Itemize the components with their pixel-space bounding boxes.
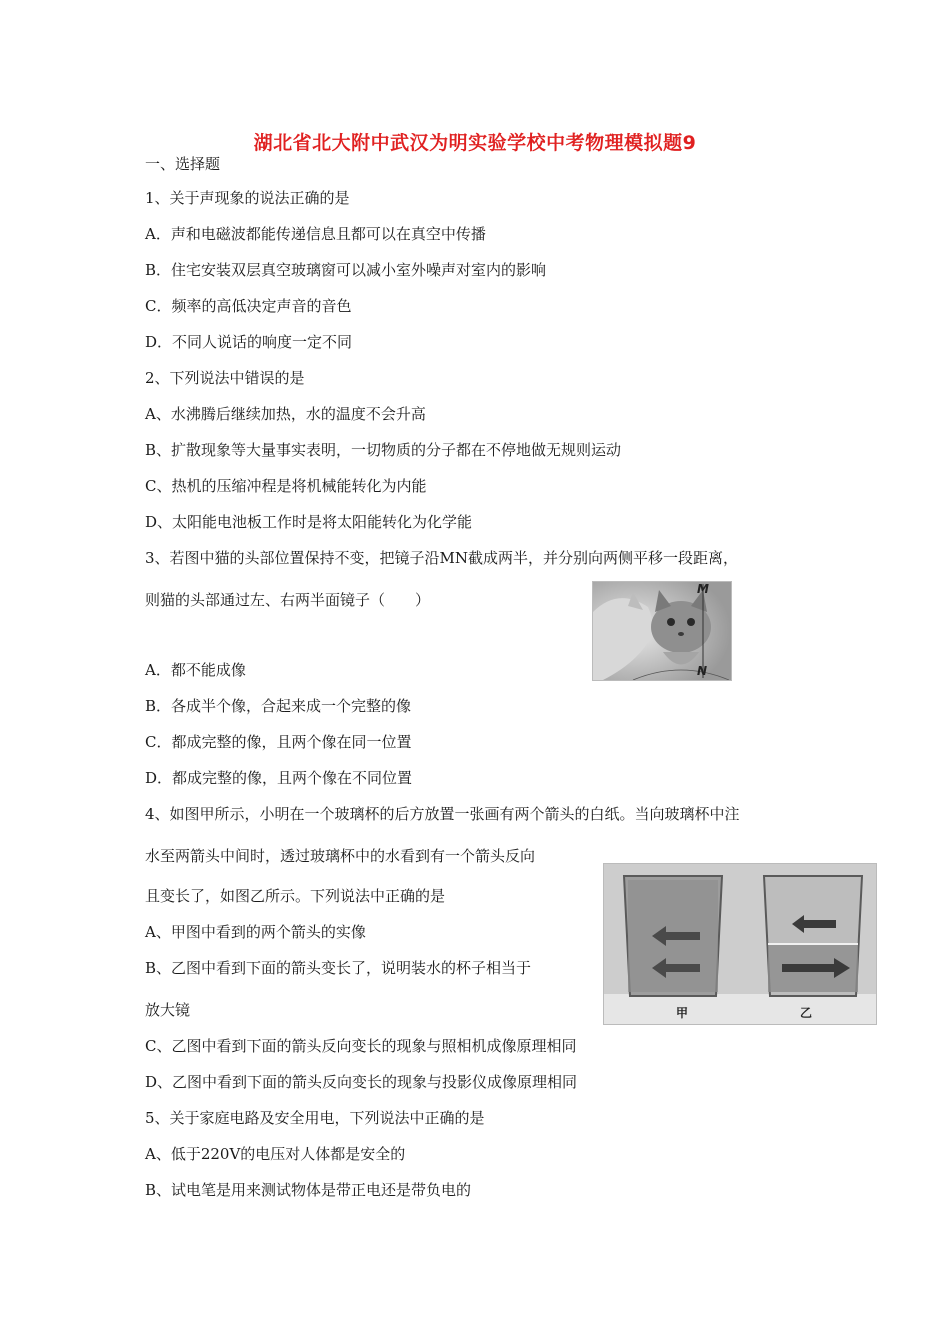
mirror-label-n: N bbox=[697, 664, 708, 678]
question-4-stem-cont2: 且变长了，如图乙所示。下列说法中正确的是 bbox=[145, 887, 446, 905]
figure-label-yi: 乙 bbox=[800, 1006, 813, 1020]
question-4-stem-cont: 水至两箭头中间时，透过玻璃杯中的水看到有一个箭头反向 bbox=[145, 847, 536, 865]
question-2-stem: 2、下列说法中错误的是 bbox=[145, 369, 305, 387]
cat-mirror-image bbox=[593, 582, 731, 680]
question-4-option-b-cont: 放大镜 bbox=[145, 1001, 191, 1019]
question-5-option-a: A、低于220V的电压对人体都是安全的 bbox=[145, 1145, 406, 1163]
question-2-option-d: D、太阳能电池板工作时是将太阳能转化为化学能 bbox=[145, 513, 473, 531]
question-3-option-a: A．都不能成像 bbox=[145, 661, 246, 679]
question-1-option-c: C．频率的高低决定声音的音色 bbox=[145, 297, 352, 315]
mirror-label-m: M bbox=[697, 582, 709, 596]
section-heading: 一、选择题 bbox=[145, 155, 221, 173]
figure-label-jia: 甲 bbox=[676, 1006, 689, 1020]
question-4-stem: 4、如图甲所示，小明在一个玻璃杯的后方放置一张画有两个箭头的白纸。当向玻璃杯中注 bbox=[145, 805, 740, 823]
question-2-option-a: A、水沸腾后继续加热，水的温度不会升高 bbox=[145, 405, 426, 423]
question-3-stem-cont: 则猫的头部通过左、右两半面镜子（ ） bbox=[145, 591, 431, 609]
question-1-option-a: A．声和电磁波都能传递信息且都可以在真空中传播 bbox=[145, 225, 486, 243]
question-4-option-b: B、乙图中看到下面的箭头变长了，说明装水的杯子相当于 bbox=[145, 959, 532, 977]
question-3-option-d: D．都成完整的像，且两个像在不同位置 bbox=[145, 769, 413, 787]
question-2-option-c: C、热机的压缩冲程是将机械能转化为内能 bbox=[145, 477, 427, 495]
cat-mirror-figure bbox=[592, 581, 732, 681]
question-5-stem: 5、关于家庭电路及安全用电，下列说法中正确的是 bbox=[145, 1109, 485, 1127]
question-1-option-d: D．不同人说话的响度一定不同 bbox=[145, 333, 353, 351]
question-3-option-b: B．各成半个像，合起来成一个完整的像 bbox=[145, 697, 412, 715]
glass-cups-image bbox=[604, 864, 876, 1024]
question-4-option-d: D、乙图中看到下面的箭头反向变长的现象与投影仪成像原理相同 bbox=[145, 1073, 578, 1091]
question-2-option-b: B、扩散现象等大量事实表明，一切物质的分子都在不停地做无规则运动 bbox=[145, 441, 622, 459]
question-5-option-b: B、试电笔是用来测试物体是带正电还是带负电的 bbox=[145, 1181, 472, 1199]
page-title: 湖北省北大附中武汉为明实验学校中考物理模拟题9 bbox=[253, 132, 697, 154]
question-1-option-b: B．住宅安装双层真空玻璃窗可以减小室外噪声对室内的影响 bbox=[145, 261, 547, 279]
question-1-stem: 1、关于声现象的说法正确的是 bbox=[145, 189, 350, 207]
glass-cups-figure bbox=[603, 863, 877, 1025]
question-3-stem: 3、若图中猫的头部位置保持不变，把镜子沿MN截成两半，并分别向两侧平移一段距离， bbox=[145, 549, 739, 567]
question-3-option-c: C．都成完整的像，且两个像在同一位置 bbox=[145, 733, 412, 751]
question-4-option-a: A、甲图中看到的两个箭头的实像 bbox=[145, 923, 366, 941]
question-4-option-c: C、乙图中看到下面的箭头反向变长的现象与照相机成像原理相同 bbox=[145, 1037, 577, 1055]
